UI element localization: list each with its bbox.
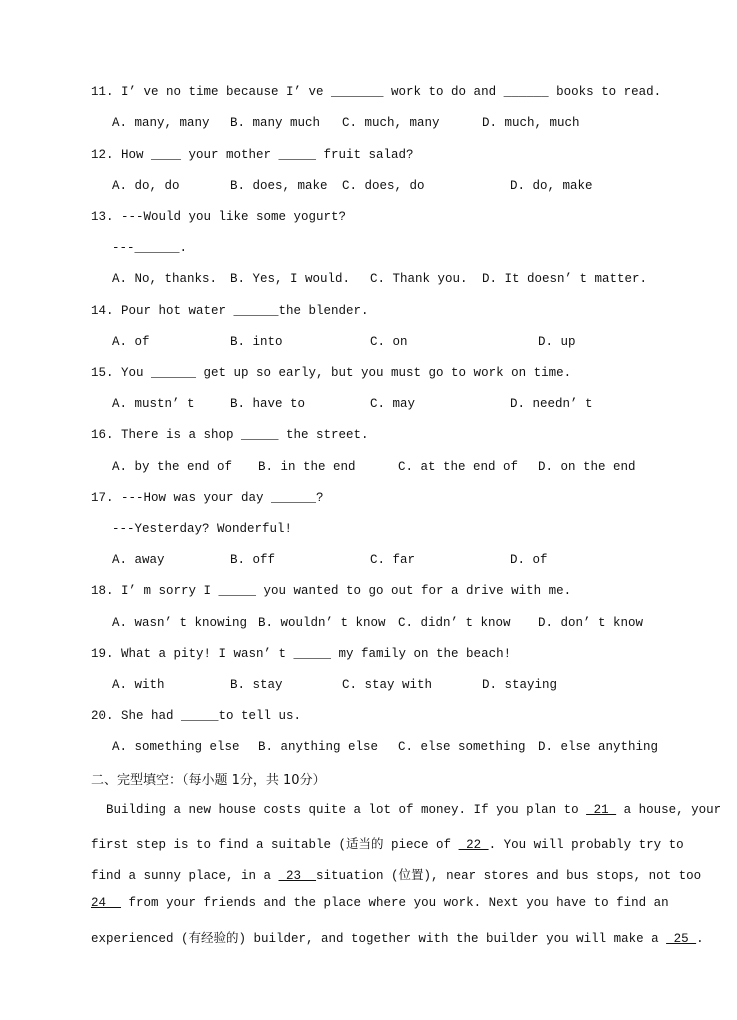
option-c: C. stay with [342,678,433,692]
passage-line-3 [91,865,702,883]
passage-text: experienced (有经验的) builder, and together with the builder you will make a [91,932,667,946]
question-13-answer-line: ---______. [112,241,188,255]
passage-text: . You will probably try to [488,838,684,852]
question-15-options [112,397,593,415]
question-12-stem: 12. How ____ your mother _____ fruit salad? [91,148,414,162]
passage-text: Building a new house costs quite a lot of money. If you plan to [91,803,587,817]
option-d: D. don’ t know [538,616,644,630]
option-d: D. It doesn’ t matter. [482,272,648,286]
blank-25: 25 [666,932,697,946]
option-b: B. Yes, I would. [230,272,351,286]
question-15-stem: 15. You ______ get up so early, but you must go to work on time. [91,366,572,380]
option-c: C. at the end of [398,460,519,474]
blank-24: 24 [91,896,122,910]
option-a: A. wasn’ t knowing [112,616,248,630]
option-b: B. into [230,335,283,349]
passage-text: situation (位置), near stores and bus stops, not too [316,869,702,883]
question-18-stem: 18. I’ m sorry I _____ you wanted to go out for a drive with me. [91,584,572,598]
option-b: B. stay [230,678,283,692]
question-20-stem: 20. She had _____to tell us. [91,709,302,723]
question-11-stem: 11. I’ ve no time because I’ ve _______ work to do and ______ books to read. [91,85,662,99]
option-c: C. much, many [342,116,440,130]
passage-text: . [696,932,704,946]
passage-line-5 [91,928,704,946]
option-c: C. didn’ t know [398,616,511,630]
option-a: A. by the end of [112,460,233,474]
option-d: D. staying [482,678,558,692]
option-c: C. far [370,553,416,567]
option-d: D. else anything [538,740,659,754]
option-a: A. with [112,678,165,692]
option-c: C. Thank you. [370,272,468,286]
option-c: C. may [370,397,416,411]
option-c: C. on [370,335,408,349]
blank-22: 22 [458,838,489,852]
question-13-options [112,272,648,290]
question-17-answer-line: ---Yesterday? Wonderful! [112,522,293,536]
question-20-options [112,740,659,758]
question-14-stem: 14. Pour hot water ______the blender. [91,304,369,318]
passage-line-2 [91,834,684,852]
option-a: A. do, do [112,179,180,193]
option-d: D. on the end [538,460,636,474]
option-c: C. else something [398,740,526,754]
question-19-stem: 19. What a pity! I wasn’ t _____ my family on the beach! [91,647,512,661]
question-16-options [112,460,636,478]
option-b: B. in the end [258,460,356,474]
question-11-options [112,116,580,134]
passage-line-1 [91,803,722,817]
question-16-stem: 16. There is a shop _____ the street. [91,428,369,442]
question-12-options [112,179,593,197]
option-b: B. does, make [230,179,328,193]
option-a: A. many, many [112,116,210,130]
option-b: B. have to [230,397,306,411]
question-19-options [112,678,558,696]
question-17-stem: 17. ---How was your day ______? [91,491,324,505]
option-a: A. mustn’ t [112,397,195,411]
option-a: A. away [112,553,165,567]
section-heading-cloze: 二、完型填空：（每小题 1分，共 10分） [91,773,326,788]
question-17-options [112,553,548,571]
option-b: B. off [230,553,276,567]
option-a: A. No, thanks. [112,272,218,286]
passage-text: a house, your [616,803,722,817]
option-d: D. do, make [510,179,593,193]
option-d: D. up [538,335,576,349]
blank-21: 21 [586,803,617,817]
question-13-stem: 13. ---Would you like some yogurt? [91,210,347,224]
question-18-options [112,616,644,634]
passage-text: find a sunny place, in a [91,869,279,883]
option-d: D. of [510,553,548,567]
passage-line-4 [91,896,669,910]
question-14-options [112,335,576,353]
option-d: D. much, much [482,116,580,130]
option-c: C. does, do [342,179,425,193]
passage-text: from your friends and the place where you work. Next you have to find an [121,896,669,910]
option-a: A. something else [112,740,240,754]
option-d: D. needn’ t [510,397,593,411]
option-b: B. many much [230,116,321,130]
passage-text: first step is to find a suitable (适当的 piece of [91,838,459,852]
option-a: A. of [112,335,150,349]
option-b: B. wouldn’ t know [258,616,386,630]
blank-23: 23 [278,869,317,883]
option-b: B. anything else [258,740,379,754]
